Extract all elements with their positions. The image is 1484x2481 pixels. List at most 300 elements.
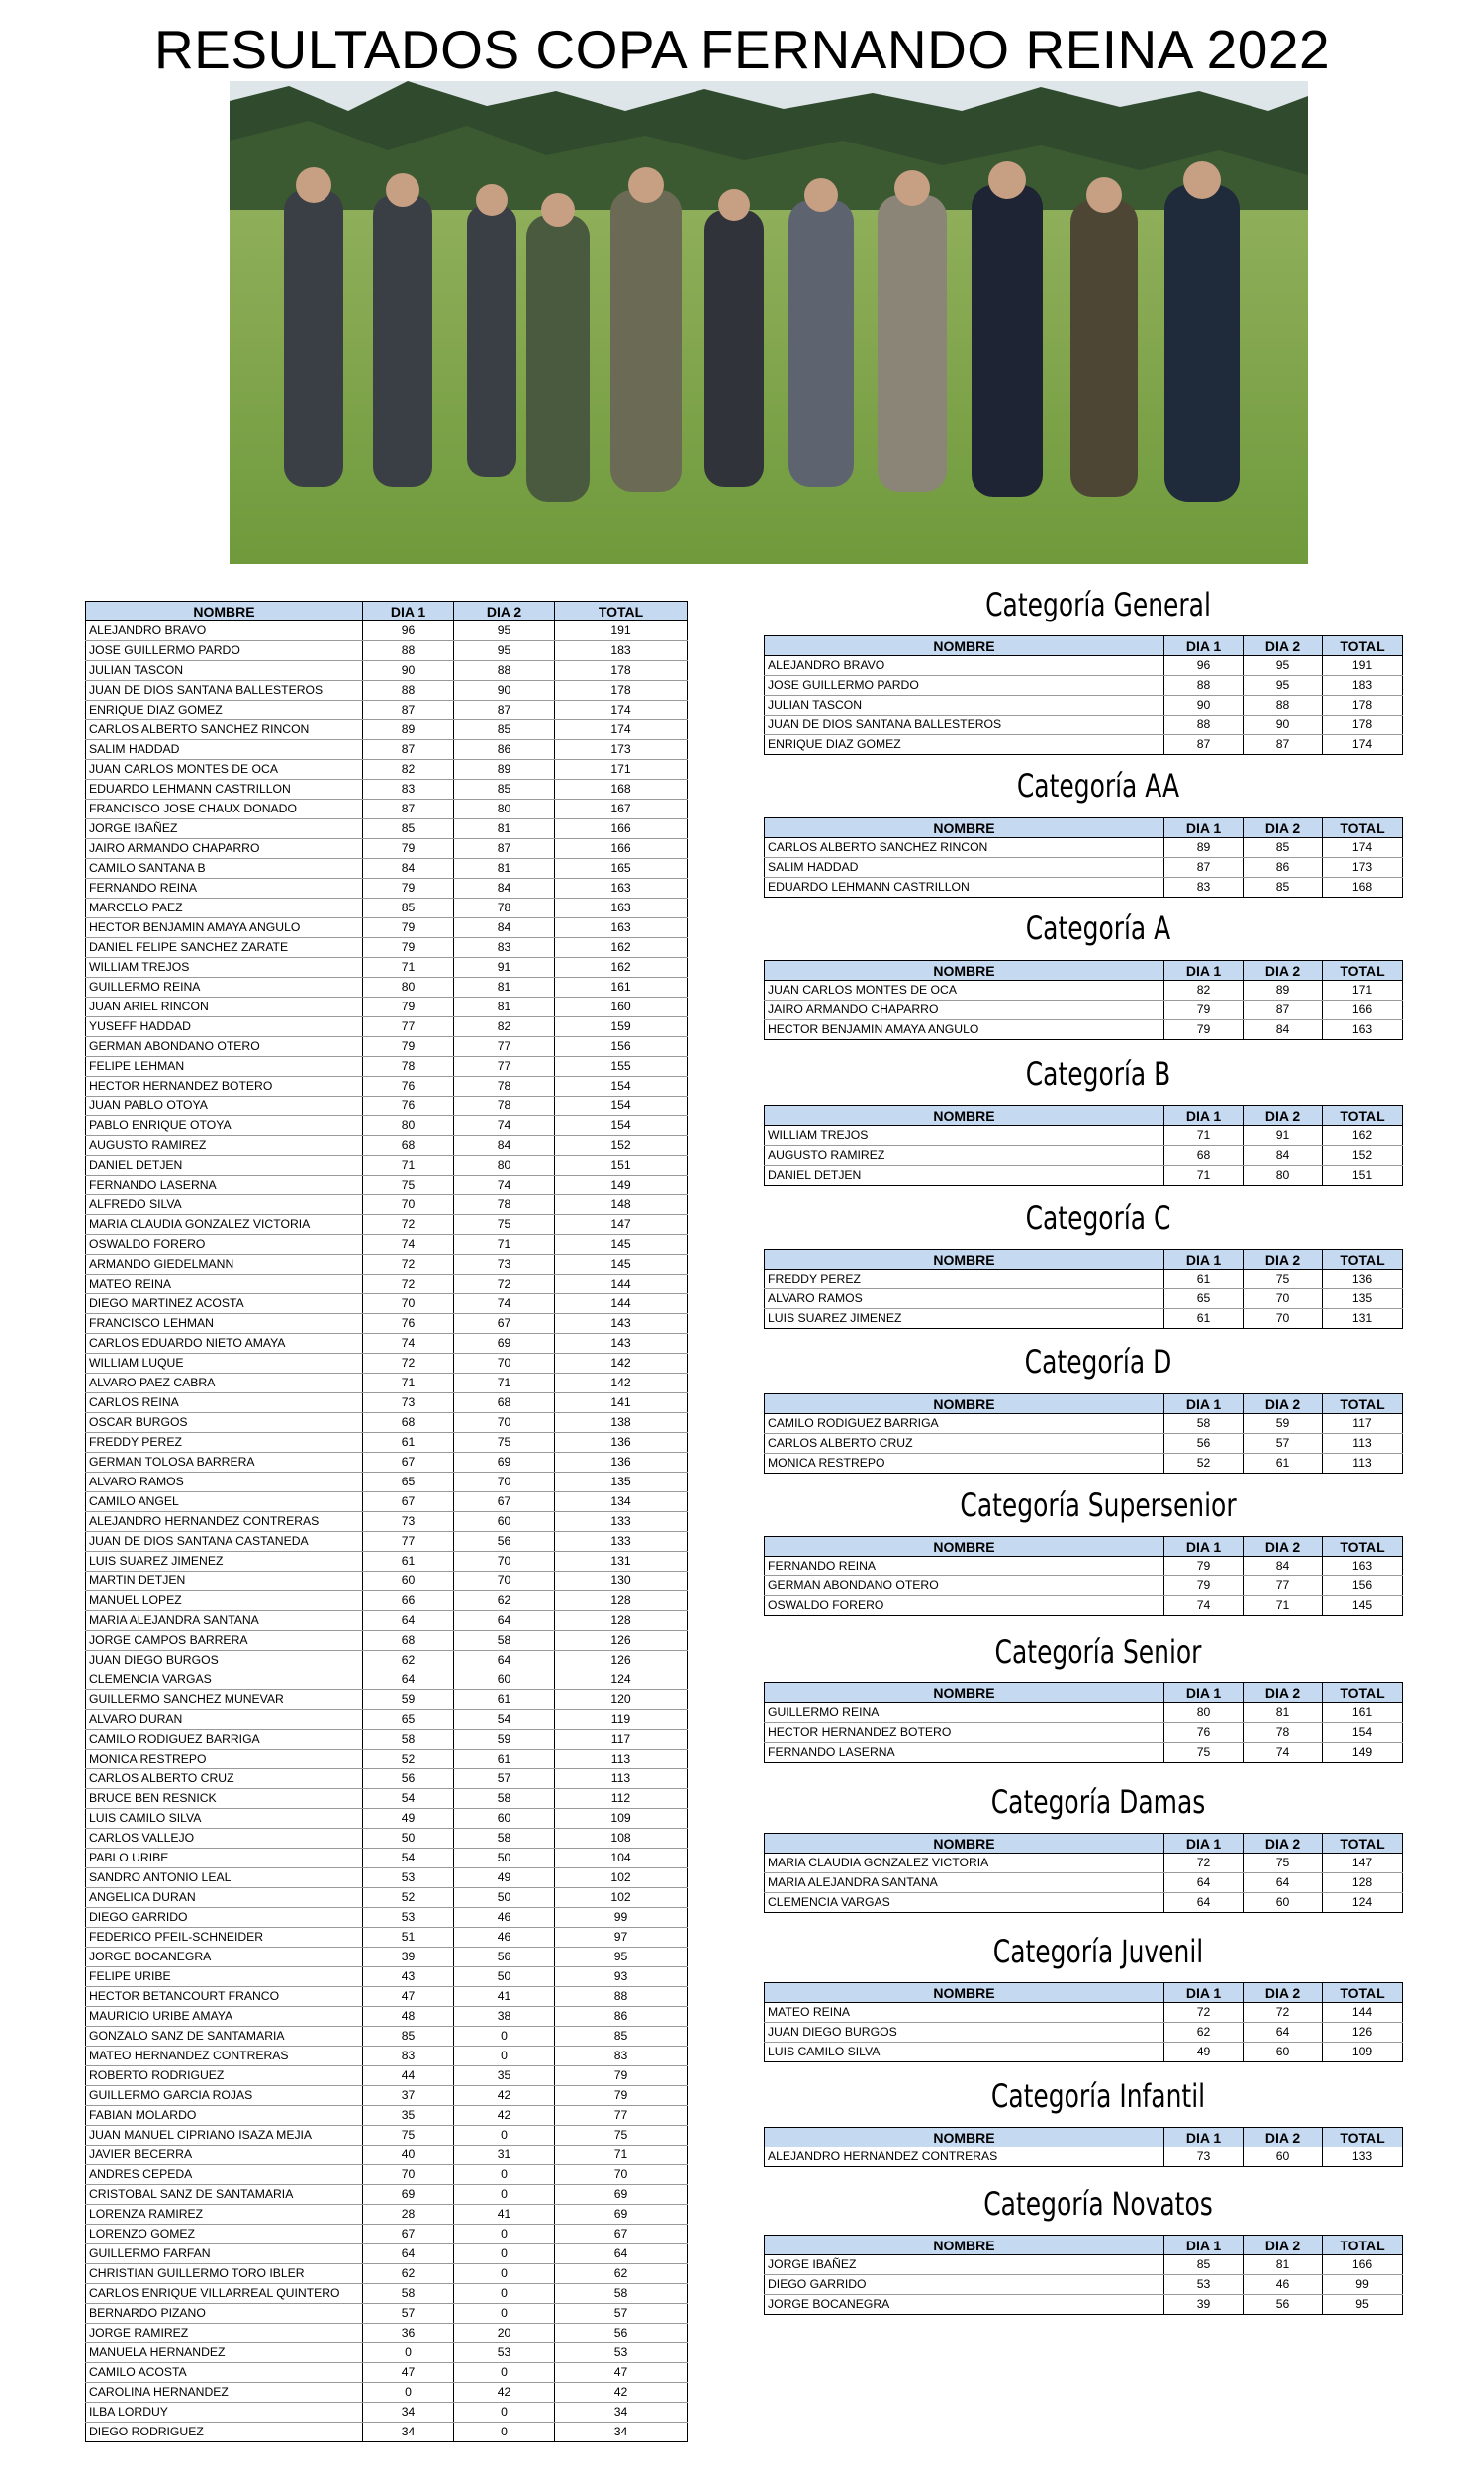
cell-nombre: FERNANDO LASERNA: [86, 1176, 363, 1195]
cell-dia-2: 73: [454, 1255, 555, 1275]
table-row: [86, 1829, 688, 1849]
cell-nombre: ALVARO RAMOS: [765, 1289, 1164, 1309]
cell-dia-2: 64: [1244, 1873, 1323, 1893]
cell-total: 162: [1323, 1126, 1403, 1146]
cell-dia-1: 79: [363, 879, 454, 899]
header-dia-2: DIA 2: [1244, 636, 1323, 656]
cell-dia-1: 58: [1164, 1414, 1244, 1434]
cell-dia-1: 73: [1164, 2147, 1244, 2167]
cell-total: 109: [555, 1809, 688, 1829]
table-row: [765, 981, 1403, 1001]
cell-total: 53: [555, 2343, 688, 2363]
category-heading-juvenil: Categoría Juvenil: [992, 1933, 1204, 1970]
table-row: [765, 1270, 1403, 1289]
cell-total: 79: [555, 2086, 688, 2106]
cell-nombre: JOSE GUILLERMO PARDO: [86, 641, 363, 661]
cell-dia-1: 71: [1164, 1126, 1244, 1146]
table-header-row: [765, 636, 1403, 656]
cell-dia-1: 47: [363, 2363, 454, 2383]
cell-total: 136: [1323, 1270, 1403, 1289]
header-nombre: NOMBRE: [765, 2236, 1164, 2255]
table-row: [86, 2244, 688, 2264]
table-row: [86, 740, 688, 760]
table-row: [86, 1314, 688, 1334]
cell-dia-2: 0: [454, 2363, 555, 2383]
cell-total: 126: [555, 1651, 688, 1670]
cell-total: 83: [555, 2047, 688, 2066]
cell-dia-1: 58: [363, 2284, 454, 2304]
cell-total: 144: [555, 1275, 688, 1294]
cell-nombre: HECTOR HERNANDEZ BOTERO: [86, 1077, 363, 1097]
cell-dia-2: 62: [454, 1591, 555, 1611]
table-row: [86, 2403, 688, 2423]
cell-total: 58: [555, 2284, 688, 2304]
group-photo: [230, 81, 1308, 564]
cell-nombre: HECTOR BENJAMIN AMAYA ANGULO: [86, 918, 363, 938]
cell-total: 70: [555, 2165, 688, 2185]
cell-total: 168: [555, 780, 688, 800]
cell-dia-1: 66: [363, 1591, 454, 1611]
header-total: TOTAL: [1323, 1537, 1403, 1557]
cell-dia-1: 83: [363, 780, 454, 800]
cell-dia-1: 79: [363, 998, 454, 1017]
cell-dia-2: 60: [1244, 1893, 1323, 1913]
table-row: [765, 2255, 1403, 2275]
cell-dia-2: 81: [454, 859, 555, 879]
table-row: [765, 1001, 1403, 1020]
cell-nombre: WILLIAM TREJOS: [765, 1126, 1164, 1146]
cell-nombre: CLEMENCIA VARGAS: [765, 1893, 1164, 1913]
table-row: [86, 1374, 688, 1393]
cell-dia-2: 69: [454, 1334, 555, 1354]
table-row: [86, 1789, 688, 1809]
header-dia-2: DIA 2: [1244, 1250, 1323, 1270]
cell-dia-2: 59: [454, 1730, 555, 1750]
cell-dia-1: 77: [363, 1532, 454, 1552]
cell-dia-1: 53: [363, 1908, 454, 1928]
table-row: [765, 1854, 1403, 1873]
cell-dia-1: 70: [363, 1195, 454, 1215]
cell-nombre: CAMILO SANTANA B: [86, 859, 363, 879]
category-table-aa: [764, 817, 1403, 898]
cell-dia-1: 77: [363, 1017, 454, 1037]
cell-dia-1: 65: [363, 1473, 454, 1492]
cell-dia-2: 61: [454, 1690, 555, 1710]
table-row: [765, 1126, 1403, 1146]
table-header-row: [765, 2128, 1403, 2147]
cell-dia-2: 49: [454, 1868, 555, 1888]
cell-total: 67: [555, 2225, 688, 2244]
cell-dia-2: 81: [1244, 1703, 1323, 1723]
header-total: TOTAL: [1323, 1834, 1403, 1854]
table-row: [765, 1576, 1403, 1596]
cell-dia-1: 59: [363, 1690, 454, 1710]
cell-nombre: ALEJANDRO HERNANDEZ CONTRERAS: [86, 1512, 363, 1532]
table-row: [86, 1512, 688, 1532]
cell-total: 133: [555, 1512, 688, 1532]
cell-dia-1: 40: [363, 2146, 454, 2165]
cell-dia-2: 69: [454, 1453, 555, 1473]
cell-total: 133: [1323, 2147, 1403, 2167]
table-row: [86, 1057, 688, 1077]
cell-dia-2: 46: [454, 1908, 555, 1928]
header-total: TOTAL: [1323, 1250, 1403, 1270]
cell-dia-2: 85: [1244, 838, 1323, 858]
cell-dia-2: 90: [1244, 716, 1323, 735]
cell-dia-1: 76: [363, 1314, 454, 1334]
cell-nombre: GUILLERMO REINA: [86, 978, 363, 998]
cell-total: 120: [555, 1690, 688, 1710]
header-nombre: NOMBRE: [765, 636, 1164, 656]
cell-dia-1: 54: [363, 1789, 454, 1809]
cell-dia-1: 88: [1164, 676, 1244, 696]
cell-total: 126: [1323, 2023, 1403, 2043]
cell-nombre: DIEGO MARTINEZ ACOSTA: [86, 1294, 363, 1314]
table-header-row: [765, 1983, 1403, 2003]
cell-dia-1: 80: [1164, 1703, 1244, 1723]
cell-dia-2: 81: [454, 819, 555, 839]
cell-nombre: FREDDY PEREZ: [86, 1433, 363, 1453]
cell-nombre: YUSEFF HADDAD: [86, 1017, 363, 1037]
cell-total: 163: [555, 918, 688, 938]
cell-dia-2: 82: [454, 1017, 555, 1037]
cell-dia-2: 91: [1244, 1126, 1323, 1146]
cell-dia-1: 64: [363, 1611, 454, 1631]
cell-dia-2: 77: [454, 1057, 555, 1077]
cell-dia-2: 77: [1244, 1576, 1323, 1596]
cell-total: 131: [1323, 1309, 1403, 1329]
cell-total: 128: [1323, 1873, 1403, 1893]
table-row: [86, 1769, 688, 1789]
header-dia-2: DIA 2: [1244, 1106, 1323, 1126]
cell-nombre: CARLOS EDUARDO NIETO AMAYA: [86, 1334, 363, 1354]
category-heading-a: Categoría A: [1025, 909, 1171, 947]
cell-dia-1: 90: [1164, 696, 1244, 716]
table-row: [86, 1275, 688, 1294]
table-row: [86, 1710, 688, 1730]
cell-dia-1: 71: [363, 1374, 454, 1393]
cell-total: 128: [555, 1611, 688, 1631]
cell-nombre: DIEGO GARRIDO: [86, 1908, 363, 1928]
table-header-row: [765, 1106, 1403, 1126]
cell-dia-1: 51: [363, 1928, 454, 1948]
table-row: [86, 918, 688, 938]
cell-total: 161: [1323, 1703, 1403, 1723]
table-row: [86, 1354, 688, 1374]
header-total: TOTAL: [1323, 1683, 1403, 1703]
cell-dia-2: 86: [454, 740, 555, 760]
header-dia-2: DIA 2: [454, 602, 555, 621]
cell-dia-2: 58: [454, 1789, 555, 1809]
table-row: [765, 878, 1403, 898]
cell-dia-1: 67: [363, 2225, 454, 2244]
cell-dia-2: 60: [1244, 2147, 1323, 2167]
cell-dia-1: 79: [363, 938, 454, 958]
cell-dia-1: 61: [1164, 1270, 1244, 1289]
cell-total: 104: [555, 1849, 688, 1868]
cell-nombre: ALVARO PAEZ CABRA: [86, 1374, 363, 1393]
cell-nombre: OSWALDO FORERO: [765, 1596, 1164, 1616]
table-row: [765, 1743, 1403, 1763]
cell-total: 171: [555, 760, 688, 780]
cell-dia-2: 84: [1244, 1020, 1323, 1040]
table-header-row: [86, 602, 688, 621]
cell-total: 97: [555, 1928, 688, 1948]
cell-nombre: ANDRES CEPEDA: [86, 2165, 363, 2185]
cell-total: 108: [555, 1829, 688, 1849]
table-row: [765, 1596, 1403, 1616]
cell-dia-1: 85: [1164, 2255, 1244, 2275]
cell-nombre: JAIRO ARMANDO CHAPARRO: [86, 839, 363, 859]
cell-total: 151: [555, 1156, 688, 1176]
cell-dia-1: 80: [363, 1116, 454, 1136]
cell-nombre: FERNANDO REINA: [86, 879, 363, 899]
cell-dia-1: 50: [363, 1829, 454, 1849]
cell-dia-2: 0: [454, 2304, 555, 2324]
header-total: TOTAL: [1323, 1106, 1403, 1126]
table-header-row: [765, 961, 1403, 981]
cell-nombre: JUAN DIEGO BURGOS: [86, 1651, 363, 1670]
header-dia-1: DIA 1: [363, 602, 454, 621]
cell-total: 75: [555, 2126, 688, 2146]
cell-dia-1: 82: [363, 760, 454, 780]
cell-nombre: AUGUSTO RAMIREZ: [86, 1136, 363, 1156]
cell-dia-2: 35: [454, 2066, 555, 2086]
table-row: [86, 1572, 688, 1591]
cell-dia-2: 78: [454, 1097, 555, 1116]
cell-dia-2: 74: [1244, 1743, 1323, 1763]
cell-dia-2: 78: [454, 1195, 555, 1215]
table-row: [765, 1703, 1403, 1723]
table-row: [765, 858, 1403, 878]
cell-dia-1: 53: [363, 1868, 454, 1888]
category-heading-supersenior: Categoría Supersenior: [960, 1486, 1237, 1524]
cell-nombre: AUGUSTO RAMIREZ: [765, 1146, 1164, 1166]
table-row: [86, 1413, 688, 1433]
cell-total: 119: [555, 1710, 688, 1730]
table-row: [86, 2383, 688, 2403]
cell-nombre: DANIEL DETJEN: [86, 1156, 363, 1176]
cell-dia-2: 84: [1244, 1557, 1323, 1576]
cell-nombre: MARTIN DETJEN: [86, 1572, 363, 1591]
header-nombre: NOMBRE: [765, 1683, 1164, 1703]
cell-dia-2: 89: [454, 760, 555, 780]
cell-dia-2: 59: [1244, 1414, 1323, 1434]
cell-total: 143: [555, 1314, 688, 1334]
cell-total: 71: [555, 2146, 688, 2165]
table-row: [86, 1097, 688, 1116]
cell-total: 154: [1323, 1723, 1403, 1743]
table-header-row: [765, 1250, 1403, 1270]
table-row: [86, 760, 688, 780]
table-row: [86, 1176, 688, 1195]
cell-nombre: CHRISTIAN GUILLERMO TORO IBLER: [86, 2264, 363, 2284]
header-total: TOTAL: [1323, 2128, 1403, 2147]
cell-dia-2: 81: [1244, 2255, 1323, 2275]
cell-dia-1: 35: [363, 2106, 454, 2126]
cell-nombre: JULIAN TASCON: [765, 696, 1164, 716]
cell-dia-2: 75: [1244, 1270, 1323, 1289]
cell-nombre: DIEGO RODRIGUEZ: [86, 2423, 363, 2442]
table-row: [86, 1393, 688, 1413]
table-row: [86, 1552, 688, 1572]
table-row: [765, 1454, 1403, 1474]
table-row: [86, 2086, 688, 2106]
table-row: [765, 1893, 1403, 1913]
header-nombre: NOMBRE: [765, 1834, 1164, 1854]
cell-dia-2: 58: [454, 1829, 555, 1849]
cell-total: 56: [555, 2324, 688, 2343]
cell-dia-1: 39: [363, 1948, 454, 1967]
cell-total: 166: [1323, 2255, 1403, 2275]
cell-dia-2: 0: [454, 2165, 555, 2185]
cell-dia-1: 39: [1164, 2295, 1244, 2315]
table-row: [86, 2165, 688, 2185]
cell-nombre: SALIM HADDAD: [86, 740, 363, 760]
cell-nombre: JORGE IBAÑEZ: [86, 819, 363, 839]
cell-dia-1: 64: [363, 1670, 454, 1690]
header-dia-2: DIA 2: [1244, 1537, 1323, 1557]
table-row: [765, 1414, 1403, 1434]
cell-total: 166: [555, 819, 688, 839]
header-total: TOTAL: [1323, 818, 1403, 838]
cell-dia-1: 74: [1164, 1596, 1244, 1616]
cell-dia-1: 68: [1164, 1146, 1244, 1166]
cell-dia-1: 89: [1164, 838, 1244, 858]
cell-nombre: JAVIER BECERRA: [86, 2146, 363, 2165]
cell-dia-1: 52: [363, 1888, 454, 1908]
cell-dia-2: 85: [1244, 878, 1323, 898]
cell-dia-1: 73: [363, 1393, 454, 1413]
table-row: [86, 701, 688, 720]
cell-total: 147: [1323, 1854, 1403, 1873]
table-row: [86, 1631, 688, 1651]
table-row: [86, 2126, 688, 2146]
category-heading-novatos: Categoría Novatos: [983, 2185, 1213, 2223]
cell-dia-1: 62: [1164, 2023, 1244, 2043]
cell-dia-1: 89: [363, 720, 454, 740]
cell-nombre: MARCELO PAEZ: [86, 899, 363, 918]
table-row: [86, 1473, 688, 1492]
table-row: [86, 839, 688, 859]
header-nombre: NOMBRE: [765, 1250, 1164, 1270]
header-dia-1: DIA 1: [1164, 1834, 1244, 1854]
cell-nombre: BERNARDO PIZANO: [86, 2304, 363, 2324]
table-row: [86, 1967, 688, 1987]
cell-total: 99: [1323, 2275, 1403, 2295]
cell-nombre: JORGE BOCANEGRA: [86, 1948, 363, 1967]
cell-total: 124: [555, 1670, 688, 1690]
cell-dia-1: 69: [363, 2185, 454, 2205]
cell-nombre: ENRIQUE DIAZ GOMEZ: [765, 735, 1164, 755]
table-row: [765, 716, 1403, 735]
table-row: [86, 1136, 688, 1156]
cell-dia-2: 95: [1244, 656, 1323, 676]
cell-nombre: GERMAN TOLOSA BARRERA: [86, 1453, 363, 1473]
cell-dia-1: 75: [363, 2126, 454, 2146]
cell-dia-1: 43: [363, 1967, 454, 1987]
cell-total: 130: [555, 1572, 688, 1591]
cell-dia-1: 72: [1164, 2003, 1244, 2023]
cell-nombre: FERNANDO REINA: [765, 1557, 1164, 1576]
cell-total: 86: [555, 2007, 688, 2027]
cell-nombre: MATEO REINA: [86, 1275, 363, 1294]
cell-dia-1: 87: [363, 800, 454, 819]
cell-dia-1: 65: [363, 1710, 454, 1730]
table-row: [86, 1987, 688, 2007]
cell-dia-1: 61: [363, 1433, 454, 1453]
cell-nombre: MATEO HERNANDEZ CONTRERAS: [86, 2047, 363, 2066]
cell-dia-2: 46: [1244, 2275, 1323, 2295]
cell-dia-1: 56: [1164, 1434, 1244, 1454]
table-row: [86, 1730, 688, 1750]
cell-dia-2: 80: [454, 800, 555, 819]
cell-total: 57: [555, 2304, 688, 2324]
cell-total: 148: [555, 1195, 688, 1215]
cell-nombre: MARIA ALEJANDRA SANTANA: [86, 1611, 363, 1631]
cell-total: 166: [1323, 1001, 1403, 1020]
cell-total: 174: [1323, 735, 1403, 755]
cell-total: 136: [555, 1453, 688, 1473]
cell-nombre: GERMAN ABONDANO OTERO: [86, 1037, 363, 1057]
table-row: [765, 2275, 1403, 2295]
cell-nombre: SALIM HADDAD: [765, 858, 1164, 878]
cell-nombre: JUAN DE DIOS SANTANA CASTANEDA: [86, 1532, 363, 1552]
cell-total: 128: [555, 1591, 688, 1611]
table-row: [86, 859, 688, 879]
cell-nombre: JORGE RAMIREZ: [86, 2324, 363, 2343]
cell-dia-2: 71: [1244, 1596, 1323, 1616]
table-row: [765, 2003, 1403, 2023]
header-nombre: NOMBRE: [765, 961, 1164, 981]
cell-total: 77: [555, 2106, 688, 2126]
cell-total: 34: [555, 2423, 688, 2442]
cell-dia-2: 75: [1244, 1854, 1323, 1873]
header-dia-1: DIA 1: [1164, 1250, 1244, 1270]
table-row: [86, 1255, 688, 1275]
cell-total: 178: [1323, 696, 1403, 716]
cell-dia-1: 79: [363, 918, 454, 938]
cell-nombre: EDUARDO LEHMANN CASTRILLON: [86, 780, 363, 800]
cell-dia-2: 85: [454, 780, 555, 800]
cell-nombre: CAROLINA HERNANDEZ: [86, 2383, 363, 2403]
cell-dia-2: 64: [454, 1651, 555, 1670]
table-row: [86, 958, 688, 978]
cell-nombre: CAMILO ACOSTA: [86, 2363, 363, 2383]
cell-dia-2: 80: [1244, 1166, 1323, 1186]
cell-nombre: DANIEL DETJEN: [765, 1166, 1164, 1186]
cell-nombre: HECTOR BENJAMIN AMAYA ANGULO: [765, 1020, 1164, 1040]
table-row: [765, 696, 1403, 716]
cell-dia-2: 85: [454, 720, 555, 740]
cell-nombre: ALEJANDRO HERNANDEZ CONTRERAS: [765, 2147, 1164, 2167]
table-row: [86, 1532, 688, 1552]
cell-dia-2: 0: [454, 2423, 555, 2442]
cell-nombre: MAURICIO URIBE AMAYA: [86, 2007, 363, 2027]
cell-total: 145: [555, 1235, 688, 1255]
cell-total: 138: [555, 1413, 688, 1433]
table-row: [86, 899, 688, 918]
cell-dia-1: 75: [1164, 1743, 1244, 1763]
cell-dia-1: 85: [363, 899, 454, 918]
cell-dia-2: 87: [1244, 735, 1323, 755]
cell-total: 151: [1323, 1166, 1403, 1186]
cell-nombre: OSWALDO FORERO: [86, 1235, 363, 1255]
cell-total: 126: [555, 1631, 688, 1651]
cell-total: 145: [555, 1255, 688, 1275]
cell-dia-2: 67: [454, 1492, 555, 1512]
table-row: [86, 1116, 688, 1136]
